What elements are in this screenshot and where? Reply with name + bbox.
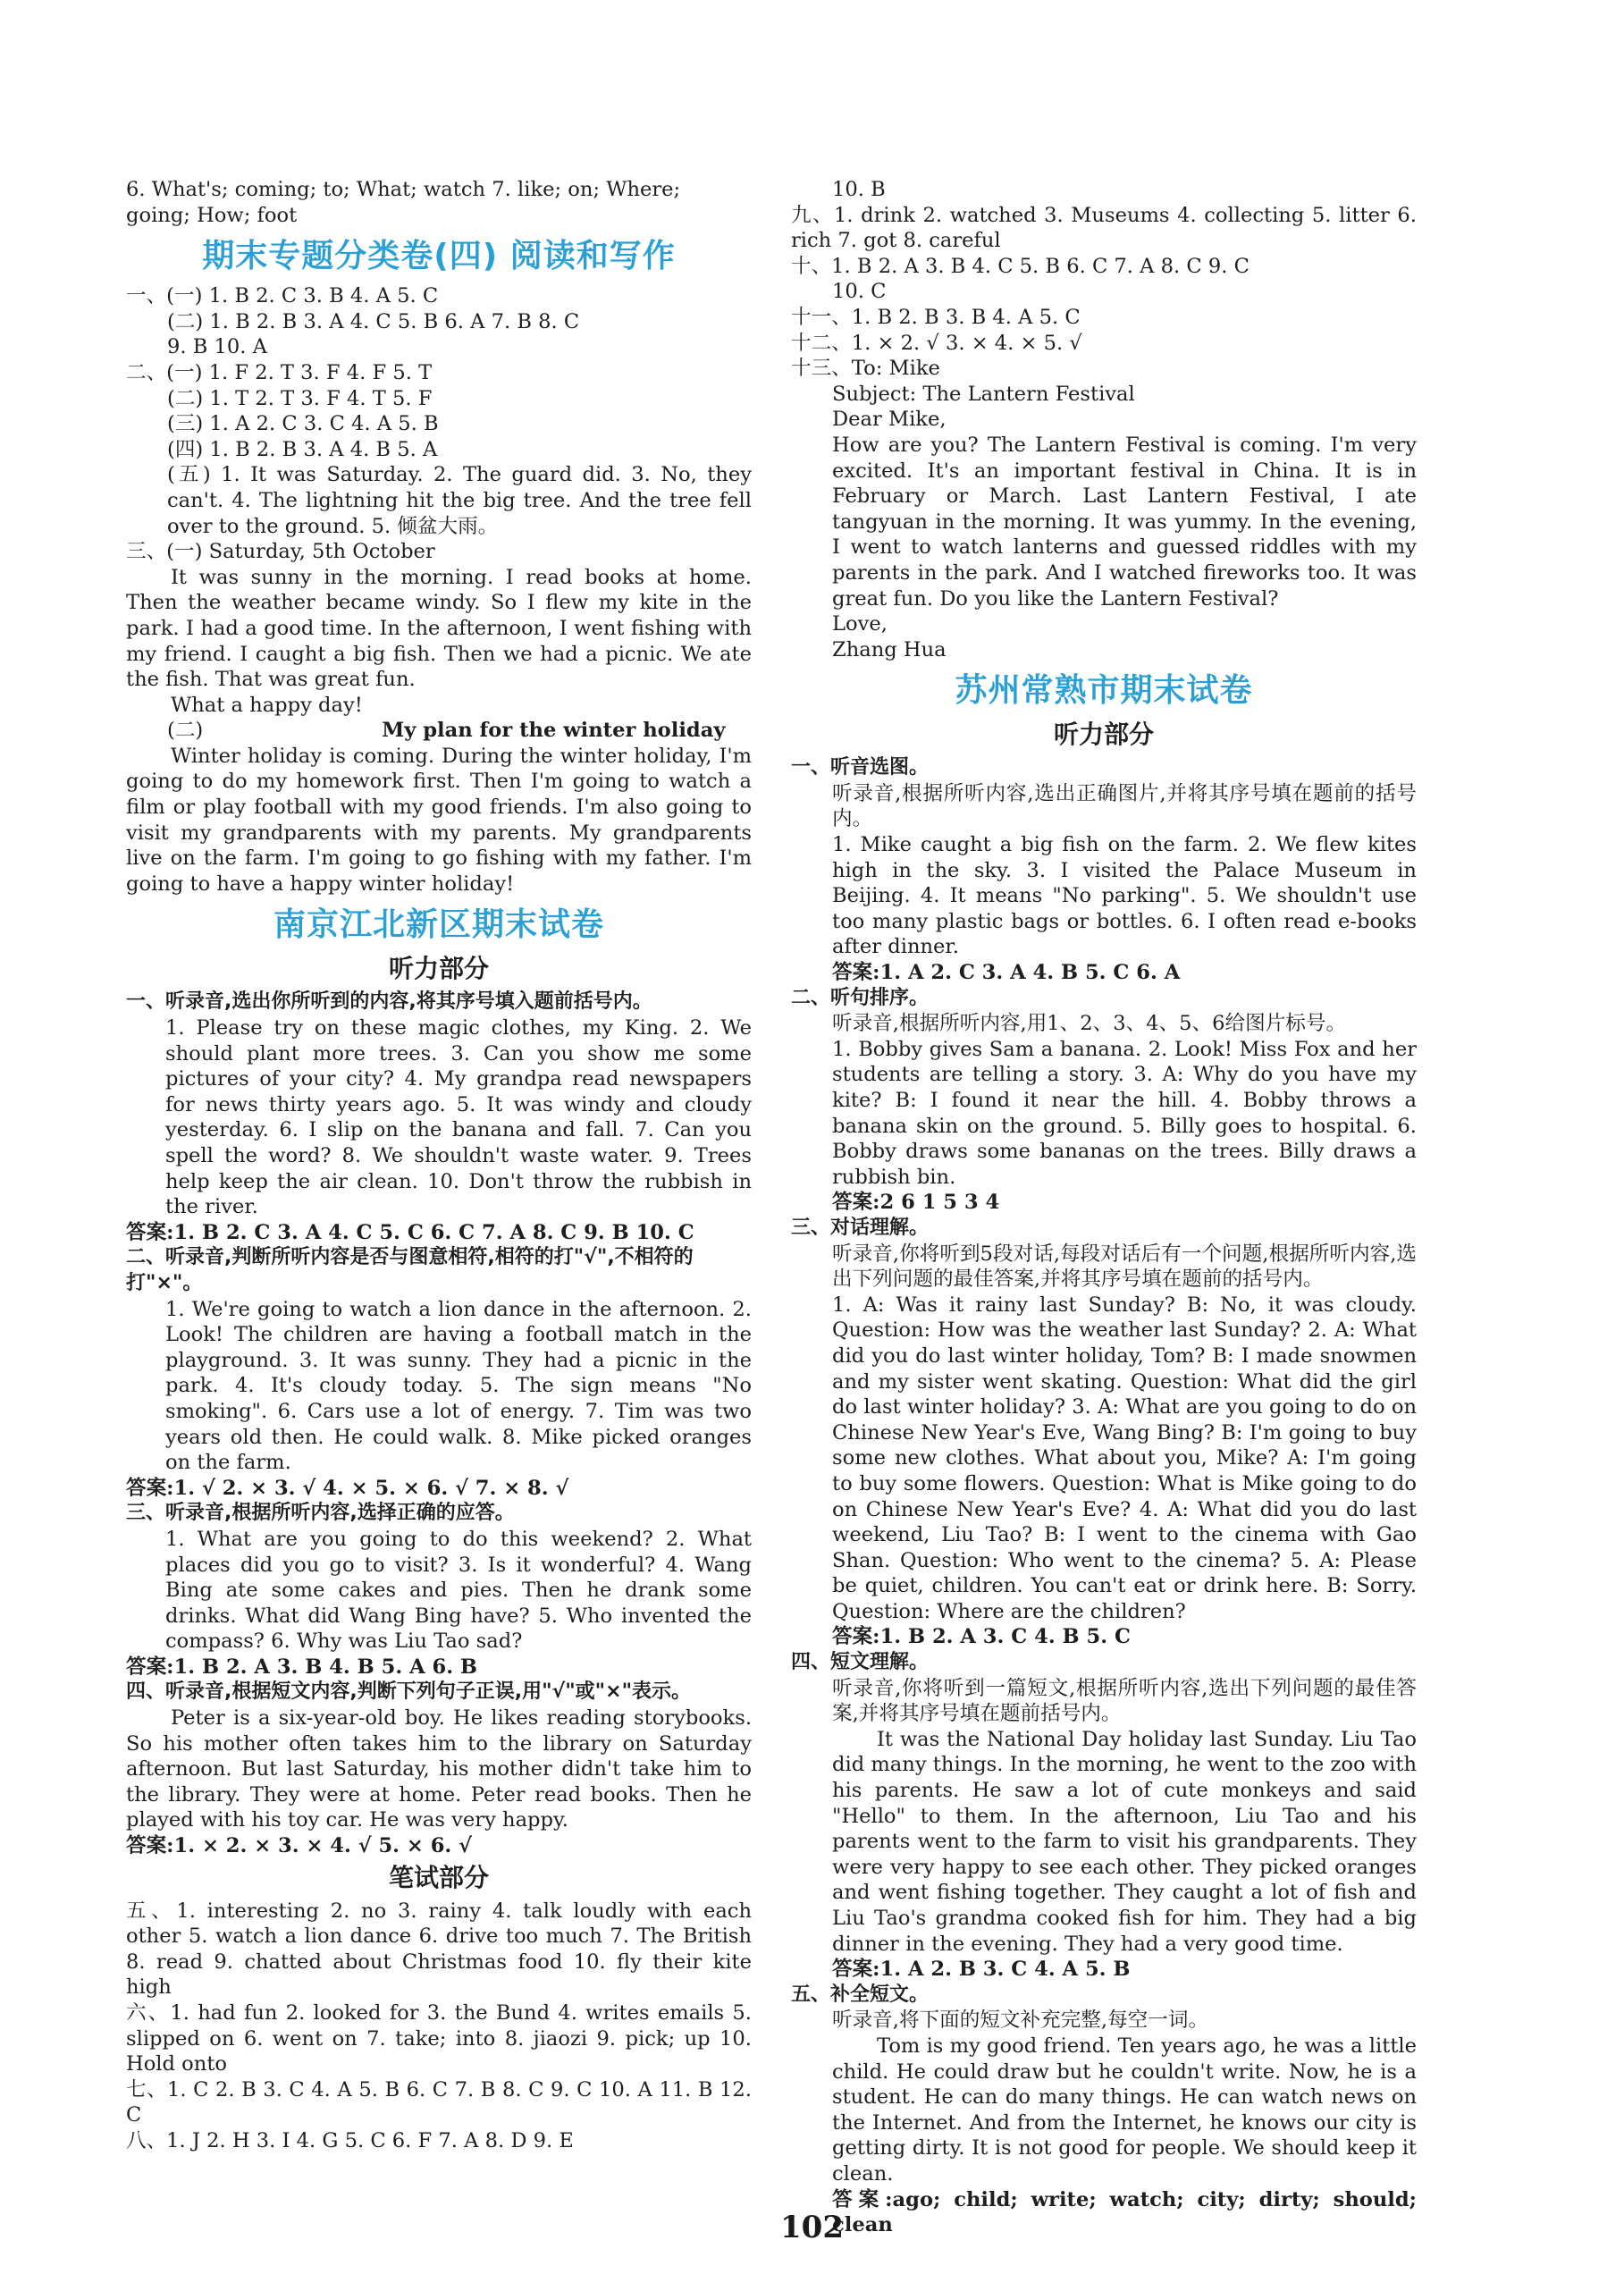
section-title	[126, 902, 752, 948]
text-line	[791, 637, 1417, 663]
passage-paragraph	[126, 1706, 752, 1833]
subsection-title-text: 笔试部分	[388, 1862, 489, 1892]
question-heading	[791, 1983, 1417, 2009]
text-line-text: 10. C	[832, 280, 887, 304]
text-block	[791, 1293, 1417, 1625]
answer-line-text: 答案:1. × 2. × 3. × 4. √ 5. × 6. √	[126, 1834, 472, 1858]
text-line	[126, 539, 752, 565]
text-line	[126, 309, 752, 335]
text-line	[791, 331, 1417, 357]
text-line	[126, 203, 752, 229]
answer-line	[791, 1624, 1417, 1650]
text-line	[126, 718, 752, 744]
text-line-text: 二、(一) 1. F 2. T 3. F 4. F 5. T	[126, 360, 433, 384]
text-block-text: 九、1. drink 2. watched 3. Museums 4. collecting 5. litter 6. rich 7. got 8. careful	[791, 203, 1417, 253]
text-block-text: 听录音,将下面的短文补充完整,每空一词。	[832, 2009, 1209, 2033]
question-heading	[126, 1245, 752, 1296]
answer-line-text: 答案:1. A 2. C 3. A 4. B 5. C 6. A	[832, 961, 1181, 985]
subsection-title	[126, 952, 752, 986]
text-block	[791, 781, 1417, 832]
answer-line-text: 答案:1. B 2. C 3. A 4. C 5. C 6. C 7. A 8. C 9. B 10. C	[126, 1220, 694, 1244]
text-line	[126, 437, 752, 463]
text-line-text: (二) 1. T 2. T 3. F 4. T 5. F	[167, 386, 433, 410]
text-line	[126, 386, 752, 412]
answer-line-text: 答案:1. √ 2. × 3. √ 4. × 5. × 6. √ 7. × 8. √	[126, 1476, 569, 1500]
passage-paragraph-text: It was the National Day holiday last Sunday. Liu Tao did many things. In the morning, he went to the zoo with his parents. He saw a lot of cute monkeys and said "Hello" to them. In the afternoon, Liu Tao and his parents went to the farm to visit his grandparents. They were very happy to see each other. They picked oranges and went fishing together. They caught a lot of fish and Liu Tao's grandma cooked fish for him. They had a big dinner in the evening. They had a very good time.	[832, 1727, 1417, 1956]
text-line	[791, 254, 1417, 280]
text-block-text: 六、1. had fun 2. looked for 3. the Bund 4. writes emails 5. slipped on 6. went on 7. take; into 8. jiaozi 9. pick; up 10. Hold onto	[126, 2001, 752, 2076]
section-title	[126, 233, 752, 280]
text-block	[791, 832, 1417, 960]
question-heading-text: 四、听录音,根据短文内容,判断下列句子正误,用"√"或"×"表示。	[126, 1680, 692, 1704]
text-line	[126, 334, 752, 360]
text-block-text: (五) 1. It was Saturday. 2. The guard did. 3. No, they can't. 4. The lightning hit the big tree. And the tree fell over to the ground. 5. 倾盆大雨。	[167, 463, 752, 538]
answer-line	[126, 1833, 752, 1859]
text-line-text: Zhang Hua	[832, 637, 947, 661]
left-column	[126, 177, 752, 2154]
text-block-text: 1. Mike caught a big fish on the farm. 2. We flew kites high in the sky. 3. I visited the Palace Museum in Beijing. 4. It means "No parking". 5. We shouldn't use too many plastic bags or bottles. 6. I often read e-books after dinner.	[832, 833, 1417, 959]
text-line-text: (三) 1. A 2. C 3. C 4. A 5. B	[167, 412, 439, 436]
text-block	[791, 1676, 1417, 1727]
text-block	[126, 1015, 752, 1220]
text-block-text: 1. A: Was it rainy last Sunday? B: No, it was cloudy. Question: How was the weather last Sunday? 2. A: What did you do last winter holiday, Tom? B: I made snowmen and my sister went skating. Question: What did the girl do last winter holiday? 3. A: What are you going to do on Chinese New Year's Eve, Wang Bing? B: I'm going to buy some new clothes. What about you, Mike? A: I'm going to buy some flowers. Question: What is Mike going to do on Chinese New Year's Eve? 4. A: What did you do last weekend, Liu Tao? B: I went to the cinema with Gao Shan. Question: Who went to the cinema? 5. A: Please be quiet, children. You can't eat or drink here. B: Sorry. Question: Where are the children?	[832, 1293, 1417, 1623]
text-block	[126, 2077, 752, 2128]
text-block	[791, 2008, 1417, 2034]
text-line-text: Love,	[832, 612, 888, 636]
text-line-text: (二) 1. B 2. B 3. A 4. C 5. B 6. A 7. B 8. C	[167, 309, 580, 333]
answer-line-text: 答案:1. B 2. A 3. C 4. B 5. C	[832, 1625, 1131, 1649]
text-block-text: 1. Bobby gives Sam a banana. 2. Look! Miss Fox and her students are telling a story. 3. A: Why do you have my kite? B: I found it near the hill. 4. Bobby throws a banana skin on the ground. 5. Billy goes to hospital. 6. Bobby draws some bananas on the trees. Billy draws a rubbish bin.	[832, 1037, 1417, 1189]
answer-line	[126, 1476, 752, 1502]
passage-paragraph	[791, 2034, 1417, 2187]
question-heading-text: 二、听句排序。	[791, 986, 930, 1009]
subsection-title	[126, 1861, 752, 1895]
right-column	[791, 177, 1417, 2238]
answer-line-text: 答案:2 6 1 5 3 4	[832, 1191, 1000, 1215]
text-line-text: 9. B 10. A	[167, 335, 267, 359]
answer-line	[791, 1190, 1417, 1216]
text-block-text: 听录音,根据所听内容,选出正确图片,并将其序号填在题前的括号内。	[832, 781, 1417, 831]
passage-paragraph	[126, 565, 752, 693]
text-line-text: (二)	[167, 719, 204, 743]
text-block-text: How are you? The Lantern Festival is coming. I'm very excited. It's an important festival in China. It is in February or March. Last Lantern Festival, I ate tangyuan in the morning. It was yummy. In the evening, I went to watch lanterns and guessed riddles with my parents in the park. And I watched fireworks too. It was great fun. Do you like the Lantern Festival?	[832, 433, 1417, 611]
question-heading-text: 一、听录音,选出你所听到的内容,将其序号填入题前括号内。	[126, 990, 652, 1014]
text-block	[126, 1899, 752, 2000]
passage-paragraph-text: Tom is my good friend. Ten years ago, he was a little child. He could draw but he couldn't write. Now, he is a student. He can do many things. He can watch news on the Internet. And from the Internet, he knows our city is getting dirty. It is not good for people. We should keep it clean.	[832, 2034, 1417, 2186]
text-line-text: Dear Mike,	[832, 408, 947, 432]
text-line	[791, 356, 1417, 382]
question-heading-text: 二、听录音,判断所听内容是否与图意相符,相符的打"√",不相符的打"×"。	[126, 1246, 694, 1294]
text-block-text: 听录音,你将听到一篇短文,根据所听内容,选出下列问题的最佳答案,并将其序号填在题前括号内。	[832, 1676, 1417, 1726]
text-line-text: 十二、1. × 2. √ 3. × 4. × 5. √	[791, 331, 1082, 355]
text-line	[126, 360, 752, 386]
answer-line	[126, 1655, 752, 1680]
text-block-text: 听录音,根据所听内容,用1、2、3、4、5、6给图片标号。	[832, 1012, 1347, 1036]
subsection-title	[791, 718, 1417, 752]
section-title-text: 苏州常熟市期末试卷	[955, 672, 1253, 710]
passage-paragraph-text: Winter holiday is coming. During the winter holiday, I'm going to do my homework first. Then I'm going to watch a film or play football with my good friends. I'm also going to visit my grandparents with my parents. My grandparents live on the farm. I'm going to go fishing with my father. I'm going to have a happy winter holiday!	[126, 744, 752, 896]
section-title-text: 期末专题分类卷(四) 阅读和写作	[202, 238, 676, 275]
text-block	[126, 462, 752, 539]
text-line	[791, 177, 1417, 203]
text-block	[791, 433, 1417, 611]
text-line-text: (四) 1. B 2. B 3. A 4. B 5. A	[167, 437, 438, 461]
question-heading	[791, 1216, 1417, 1242]
question-heading	[126, 1501, 752, 1527]
text-line-text: 三、(一) Saturday, 5th October	[126, 540, 435, 564]
question-heading	[126, 990, 752, 1015]
question-heading	[126, 1680, 752, 1706]
question-heading-text: 四、短文理解。	[791, 1651, 930, 1674]
question-heading	[791, 1650, 1417, 1676]
subsection-title-text: 听力部分	[388, 954, 489, 984]
text-line	[126, 177, 752, 203]
section-title-text: 南京江北新区期末试卷	[273, 906, 604, 944]
text-block	[791, 203, 1417, 254]
text-block	[791, 1242, 1417, 1293]
text-block	[126, 1527, 752, 1655]
question-heading	[791, 755, 1417, 781]
passage-paragraph	[791, 1727, 1417, 1957]
passage-paragraph-text: Peter is a six-year-old boy. He likes reading storybooks. So his mother often takes him to the library on Saturday afternoon. But last Saturday, his mother didn't take him to the library. They were at home. Peter read books. Then he played with his toy car. He was very happy.	[126, 1706, 752, 1832]
text-line-text: 八、1. J 2. H 3. I 4. G 5. C 6. F 7. A 8. D 9. E	[126, 2128, 574, 2152]
text-line	[126, 283, 752, 309]
answer-line	[791, 1957, 1417, 1983]
text-block-text: 1. What are you going to do this weekend? 2. What places did you go to visit? 3. Is it wonderful? 4. Wang Bing ate some cakes and pies. Then he drank some drinks. What did Wang Bing have? 5. Who invented the compass? 6. Why was Liu Tao sad?	[165, 1527, 752, 1654]
text-block-text: 1. We're going to watch a lion dance in the afternoon. 2. Look! The children are having a football match in the playground. 3. It was sunny. They had a picnic in the park. 4. It's cloudy today. 5. The sign means "No smoking". 6. Cars use a lot of energy. 7. Tim was two years old then. He could walk. 8. Mike picked oranges on the farm.	[165, 1297, 752, 1475]
answer-line	[791, 960, 1417, 986]
text-line	[791, 305, 1417, 331]
text-line	[126, 411, 752, 437]
question-heading-text: 一、听音选图。	[791, 756, 930, 779]
text-line-text: 十、1. B 2. A 3. B 4. C 5. B 6. C 7. A 8. C 9. C	[791, 254, 1250, 278]
text-block	[126, 1297, 752, 1476]
answer-line	[126, 1220, 752, 1246]
passage-paragraph-text: What a happy day!	[171, 693, 363, 717]
text-line-text: 6. What's; coming; to; What; watch 7. like; on; Where;	[126, 178, 681, 201]
text-block-text: 听录音,你将听到5段对话,每段对话后有一个问题,根据所听内容,选出下列问题的最佳答案,并将其序号填在题前的括号内。	[832, 1242, 1417, 1292]
text-block-text: 五、1. interesting 2. no 3. rainy 4. talk loudly with each other 5. watch a lion dance 6. drive too much 7. The British 8. read 9. chatted about Christmas food 10. fly their kite high	[126, 1899, 752, 2000]
answer-line-text: 答案:1. A 2. B 3. C 4. A 5. B	[832, 1958, 1131, 1982]
question-heading	[791, 986, 1417, 1012]
text-line	[791, 279, 1417, 305]
text-line-text: Subject: The Lantern Festival	[832, 382, 1135, 406]
passage-paragraph	[126, 744, 752, 897]
page-number: 102	[780, 2210, 844, 2245]
passage-paragraph-text: It was sunny in the morning. I read books at home. Then the weather became windy. So I flew my kite in the park. I had a good time. In the afternoon, I went fishing with my friend. I caught a big fish. Then we had a picnic. We ate the fish. That was great fun.	[126, 565, 752, 692]
answer-line-text: 答案:ago; child; write; watch; city; dirty; should; clean	[832, 2187, 1417, 2237]
subsection-title-text: 听力部分	[1053, 720, 1154, 750]
text-block	[791, 1011, 1417, 1037]
text-line	[791, 407, 1417, 433]
text-line-text: 10. B	[832, 178, 886, 201]
section-title	[791, 668, 1417, 714]
question-heading-text: 五、补全短文。	[791, 1983, 930, 2006]
text-line-text: 十一、1. B 2. B 3. B 4. A 5. C	[791, 305, 1081, 329]
text-block	[791, 1037, 1417, 1191]
text-line-text: going; How; foot	[126, 203, 298, 227]
text-block-text: 1. Please try on these magic clothes, my King. 2. We should plant more trees. 3. Can you show me some pictures of your city? 4. My grandpa read newspapers for news thirty years ago. 5. It was windy and cloudy yesterday. 6. I slip on the banana and fall. 7. Can you spell the word? 8. We shouldn't waste water. 9. Trees help keep the air clean. 10. Don't throw the rubbish in the river.	[165, 1016, 752, 1219]
passage-paragraph	[126, 693, 752, 719]
answer-line-text: 答案:1. B 2. A 3. B 4. B 5. A 6. B	[126, 1655, 478, 1679]
text-line	[791, 382, 1417, 408]
question-heading-text: 三、对话理解。	[791, 1216, 930, 1239]
question-heading-text: 三、听录音,根据所听内容,选择正确的应答。	[126, 1502, 515, 1525]
text-line-text: 十三、To: Mike	[791, 357, 940, 381]
essay-title: My plan for the winter holiday	[382, 719, 726, 743]
text-line	[791, 611, 1417, 637]
text-block-text: 七、1. C 2. B 3. C 4. A 5. B 6. C 7. B 8. C 9. C 10. A 11. B 12. C	[126, 2077, 752, 2127]
text-line-text: 一、(一) 1. B 2. C 3. B 4. A 5. C	[126, 284, 439, 308]
text-block	[126, 2000, 752, 2077]
text-line	[126, 2128, 752, 2154]
